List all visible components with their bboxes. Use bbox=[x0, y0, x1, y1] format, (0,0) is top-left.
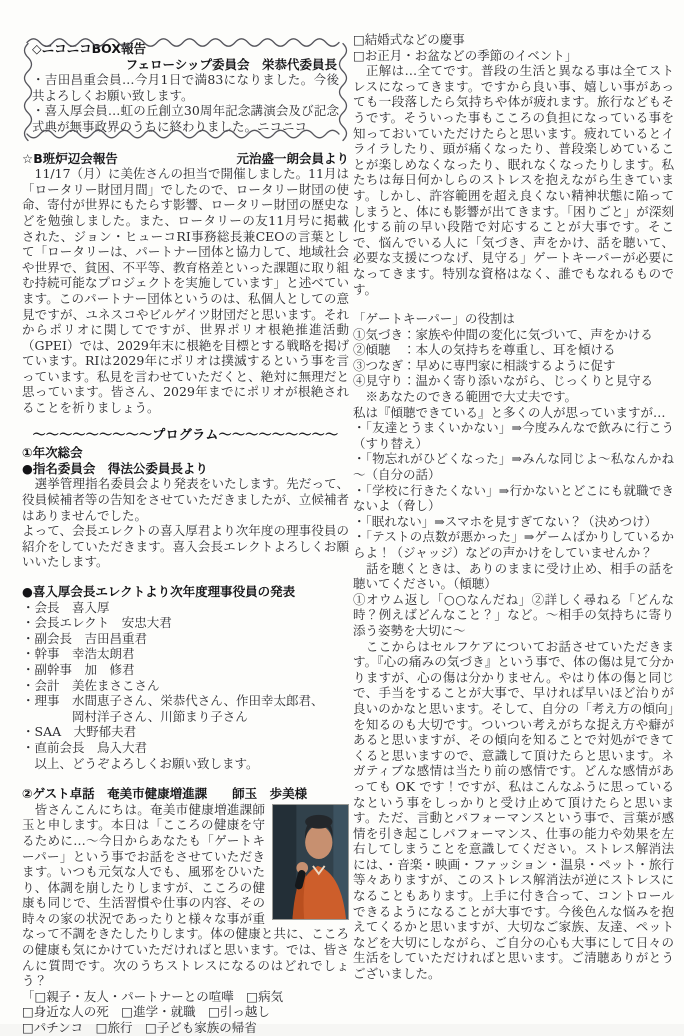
parrot-technique-paragraph: ①オウム返し「○○なんだね」②詳しく尋ねる「どんな時？例えばどんなこと？」など。～相手の気持ちに寄り添う姿勢を大切に～ bbox=[353, 591, 674, 638]
robata-header bbox=[22, 151, 349, 167]
guest-talk-title: ②ゲスト卓話 奄美市健康増進課 師玉 歩美様 bbox=[22, 786, 308, 802]
annual-paragraph: 選挙管理指名委員会より発表をいたします。先だって、役員候補者等の告知をさせていただきましたが、立候補者はありませんでした。 bbox=[22, 476, 349, 523]
bad-response-example: ・「テストの点数が悪かった」⇒ゲームばかりしているからよ！（ジャッジ）などの声かけをしていませんか？ bbox=[353, 529, 674, 560]
officer-line: ・副会長 吉田昌重君 bbox=[22, 630, 148, 646]
gatekeeper-role-line: ③つなぎ：早めに専門家に相談するように促す bbox=[353, 357, 616, 373]
gatekeeper-roles-title: 「ゲートキーパー」の役割は bbox=[353, 311, 515, 327]
officer-line: ・会計 美佐まさこさん bbox=[22, 677, 160, 693]
stress-quiz-line: 「□親子・友人・パートナーとの喧嘩 □病気 bbox=[22, 988, 284, 1004]
guest-talk-block bbox=[22, 802, 349, 989]
officer-line: ・SAA 大野郁夫君 bbox=[22, 724, 137, 740]
officer-line: ・会長 喜入厚 bbox=[22, 599, 110, 615]
officer-closing-line: 以上、どうぞよろしくお願い致します。 bbox=[22, 755, 259, 771]
speaker-photo bbox=[272, 804, 349, 920]
stress-quiz-line: □身近な人の死 □進学・就職 □引っ越し bbox=[22, 1004, 270, 1020]
bad-response-example: ・「学校に行きたくない」⇒行かないとどこにも就職できないよ（脅し） bbox=[353, 482, 674, 514]
gatekeeper-role-line: ④見守り：温かく寄り添いながら、じっくりと見守る bbox=[353, 373, 654, 389]
listening-paragraph: 話を聴くときは、ありのままに受け止め、相手の話を聴いてください。（傾聴） bbox=[353, 560, 674, 592]
nomination-committee-line: ●指名委員会 得法公委員長より bbox=[22, 460, 208, 476]
quiz-answer-paragraph: 正解は…全てです。普段の生活と異なる事は全てストレスになってきます。ですから良い事、嬉しい事があっても一段落したら気持ちや体が疲れます。旅行などもそうです。そういった事もこころの負担になっている事を知っておいていただけたらと思います。疲れているとイライラしたり、頭が痛くなったり、普段楽しめていることが楽しめなくなったり、眠れなくなったりします。私たちは毎日何かしらのストレスを抱えながら生きています。しかし、許容範囲を超え良くない精神状態に陥ってしまうと、体にも影響が出てきます。「困りごと」が深刻化する前の早い段階で対応することが大事です。そこで、悩んでいる人に「気づき、声をかけ、話を聴いて、必要な支援につなげ、見守る」ゲートキーパーが必要になってきます。特別な資格はなく、誰でもなれるものです。 bbox=[353, 63, 674, 297]
annual-meeting-title: ①年次総会 bbox=[22, 445, 83, 461]
right-column bbox=[353, 32, 674, 982]
nikoniko-item: ・吉田昌重会員…今月1日で満83になりました。今後共よろしくお願い致します。 bbox=[32, 72, 339, 103]
nikoniko-box bbox=[22, 34, 349, 143]
officer-line: ・直前会長 鳥入大君 bbox=[22, 739, 148, 755]
left-column bbox=[22, 32, 349, 1036]
selfcare-paragraph: ここからはセルフケアについてお話させていただきます。『心の痛みの気づき』という事で、体の傷は見て分かりますが、心の傷は分かりません。やはり体の傷と同じで、手当をすることが大事で、早ければ早いほど治りが良いのかなと思います。そして、自分の「考え方の傾向」を知るのも大切です。ついつい考えがちな捉え方や癖があると思いますが、その傾向を知ることで対処ができてくると思いますので、意識して頂けたらと思います。ネガティブな感情は当たり前の感情です。どんな感情があっても OK です！ですが、私はこんなふうに思っているなという事をしっかりと受け止めて頂けたらと思います。ただ、言動とパフォーマンスという事で、言葉が感情を引き起こしパフォーマンス、仕事の能力や効果を左右してしまうことを意識してください。ストレス解消法には、・音楽・映画・ファッション・温泉・ペット・旅行等々ありますが、このストレス解消法が逆にストレスになることもあります。上手に付き合って、コントロールできるようになることが大事です。今後色んな悩みを抱えてくるかと思いますが、大切なご家族、友達、ペットなどを大切にしながら、ご自分の心も大事にして日々の生活をしていただければと思います。ご清聴ありがとうございました。 bbox=[353, 638, 674, 982]
officer-line: ・理事 水間恵子さん、栄恭代さん、作田幸太郎君、 bbox=[22, 693, 324, 709]
officer-line: ・副幹事 加 修君 bbox=[22, 661, 135, 677]
robata-title: ☆B班炉辺会報告 bbox=[22, 150, 118, 166]
bad-response-example: ・「友達とうまくいかない」⇒今度みんなで飲みに行こう（すり替え） bbox=[353, 420, 674, 451]
nikoniko-subtitle: フェローシップ委員会 栄恭代委員長 bbox=[125, 56, 337, 72]
nikoniko-item: ・喜入厚会員…虹の丘創立30周年記念講演会及び記念式典が無事政界のうちに終わりました。ニコニコ bbox=[32, 103, 339, 134]
gatekeeper-role-line: ①気づき：家族や仲間の変化に気づいて、声をかける bbox=[353, 326, 653, 342]
nikoniko-title: ◇ニコニコBOX報告 bbox=[32, 41, 146, 56]
robata-body: 11/17（月）に美佐さんの担当で開催しました。11月は「ロータリー財団月間」でしたので、ロータリー財団の使命、寄付が世界にもたらす影響、ロータリー財団の歴史などを勉強しました。また、ロータリーの友11月号に掲載された、ジョン・ヒューコRI事務総長兼CEOの言葉として「ロータリーは、パートナー団体と協力して、地域社会や世界で、貧困、不平等、教育格差といった課題に取り組む持続可能なプロジェクトを実施しています」と述べています。このパートナー団体というのは、私個人としての意見ですが、ユネスコやビルゲイツ財団だと思います。それからポリオに関してですが、世界ポリオ根絶推進活動（GPEI）では、2029年末に根絶を目標とする戦略を掲げています。RIは2029年にポリオは撲滅するという事を言っています。私見を言わせていただくと、絶対に無理だと思っています。皆さん、2029年までにポリオが根絶されることを祈りましょう。 bbox=[22, 166, 349, 416]
speaker-photo-graphic bbox=[273, 805, 348, 919]
officer-line: 岡村洋子さん、川節まり子さん bbox=[22, 708, 248, 724]
stress-quiz-line: □お正月・お盆などの季節のイベント」 bbox=[353, 47, 578, 63]
bad-response-example: ・「物忘れがひどくなった」⇒みんな同じよ～私なんかね～（自分の話） bbox=[353, 451, 674, 483]
gatekeeper-role-line: ②傾聴 ：本人の気持ちを尊重し、耳を傾ける bbox=[353, 342, 616, 358]
guest-talk-body: 皆さんこんにちは。奄美市健康増進課師玉と申します。本日は「こころの健康を守るために…～今日からあなたも「ゲートキーパー」という事でお話をさせていただきます。いつも元気な人でも、風邪をひいたり、体調を崩したりしますが、こころの健康も同じで、生活習慣や仕事の内容、その時々の家の状況であったりと様々な事が重なって不調をきたしたりします。体の健康と共に、こころの健康も気にかけていただければと思います。では、皆さんに質問です。次のうちストレスになるのはどれでしょう？ bbox=[22, 801, 349, 989]
stress-quiz-line: □パチンコ □旅行 □子ども家族の帰省 bbox=[22, 1020, 257, 1036]
program-divider: ～～～～～～～～～プログラム～～～～～～～～～ bbox=[32, 427, 339, 443]
gatekeeper-note-line: ※あなたのできる範囲で大丈夫です。 bbox=[353, 389, 578, 405]
officer-line: ・会長エレクト 安忠大君 bbox=[22, 615, 172, 631]
officers-title: ●喜入厚会長エレクトより次年度理事役員の発表 bbox=[22, 584, 296, 599]
officer-line: ・幹事 幸浩太朗君 bbox=[22, 646, 135, 662]
listening-intro-line: 私は『傾聴できている』と多くの人が思っていますが… bbox=[353, 404, 666, 420]
stress-quiz-line: □結婚式などの慶事 bbox=[353, 32, 465, 47]
bad-response-example: ・「眠れない」⇒スマホを見すぎてない？（決めつけ） bbox=[353, 513, 657, 529]
robata-byline: 元治盛一朗会員より bbox=[236, 150, 349, 166]
annual-paragraph: よって、会長エレクトの喜入厚君より次年度の理事役員の紹介をしていただきます。喜入会長エレクトよろしくお願いいたします。 bbox=[22, 523, 349, 570]
